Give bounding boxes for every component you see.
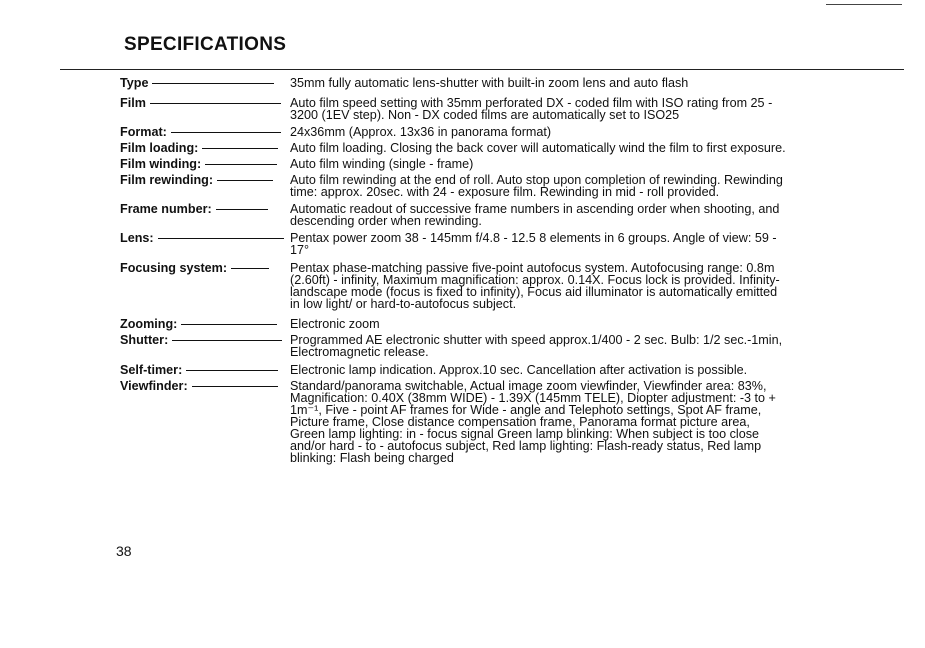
spec-row-film-loading [120,142,850,158]
spec-row-self-timer [120,364,850,380]
spec-label: Format: [120,126,281,138]
spec-row-viewfinder [120,380,850,470]
spec-value: 24x36mm (Approx. 13x36 in panorama format) [290,125,552,139]
spec-label: Film rewinding: [120,174,273,186]
spec-row-film [120,97,850,126]
spec-label: Type [120,77,274,89]
spec-row-zooming [120,318,850,334]
spec-row-film-rewinding [120,174,850,203]
spec-value: Programmed AE electronic shutter with speed approx.1/400 - 2 sec. Bulb: 1/2 sec.-1min, Electromagnetic release. [290,333,783,359]
spec-row-format [120,126,850,142]
spec-label: Viewfinder: [120,380,278,392]
spec-label: Zooming: [120,318,277,330]
spec-label: Film winding: [120,158,277,170]
spec-label: Frame number: [120,203,268,215]
spec-label: Film [120,97,281,109]
spec-row-film-winding [120,158,850,174]
spec-value: Auto film winding (single - frame) [290,157,474,171]
spec-value: Auto film rewinding at the end of roll. Auto stop upon completion of rewinding. Rewinding time: approx. 20sec. with 24 - exposure film. Rewinding in mid - roll provided. [290,173,783,199]
spec-row-lens [120,232,850,262]
spec-label: Film loading: [120,142,278,154]
spec-value: Automatic readout of successive frame numbers in ascending order when shooting, and descending order when rewinding. [290,202,780,228]
spec-label: Lens: [120,232,284,244]
spec-row-shutter [120,334,850,364]
spec-value: Auto film speed setting with 35mm perforated DX - coded film with ISO rating from 25 - 3200 (1EV step). Non - DX coded films are automatically set to ISO25 [290,96,773,122]
spec-value: Pentax phase-matching passive five-point autofocus system. Autofocusing range: 0.8m (2.60ft) - infinity, Maximum magnification: approx. 0.14X. Focus lock is provided. Infinity- landscape mode (focus is fixed to infinity), Focus aid illuminator is automatically emitted in low light/ or hard-to-autofocus subject. [290,261,780,311]
spec-label: Self-timer: [120,364,278,376]
spec-value: Auto film loading. Closing the back cover will automatically wind the film to first exposure. [290,141,786,155]
spec-value: Pentax power zoom 38 - 145mm f/4.8 - 12.5 8 elements in 6 groups. Angle of view: 59 - 17° [290,231,777,257]
spec-value: Standard/panorama switchable, Actual image zoom viewfinder, Viewfinder area: 83%, Magnification: 0.40X (38mm WIDE) - 1.39X (145mm TELE), Diopter adjustment: -3 to + 1m⁻¹, Five - point AF frames for Wide - angle and Telephoto settings, Spot AF frame, Picture frame, Close distance compensation frame, Panorama format picture area, Green lamp lighting: in - focus signal Green lamp blinking: When subject is too close and/or hard - to - autofocus subject, Red lamp lighting: Flash-ready status, Red lamp blinking: Flash being charged [290,379,776,465]
specifications-list [120,70,850,470]
spec-value: Electronic zoom [290,317,380,331]
spec-row-frame-number [120,203,850,232]
spec-label: Focusing system: [120,262,269,274]
page-number: 38 [116,543,132,559]
spec-label: Shutter: [120,334,282,346]
spec-row-focusing-system [120,262,850,318]
top-edge-rule [826,4,902,5]
spec-value: 35mm fully automatic lens-shutter with built-in zoom lens and auto flash [290,76,689,90]
spec-value: Electronic lamp indication. Approx.10 sec. Cancellation after activation is possible. [290,363,748,377]
spec-row-type [120,70,850,97]
page-title: SPECIFICATIONS [124,34,287,55]
